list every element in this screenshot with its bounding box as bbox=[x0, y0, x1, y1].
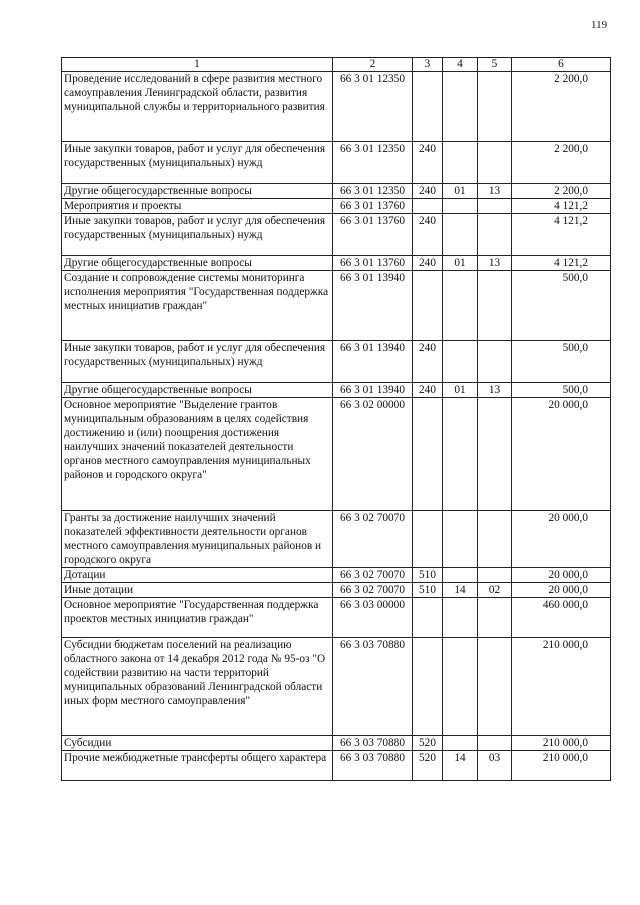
row-subsection bbox=[478, 736, 512, 751]
row-subsection: 13 bbox=[478, 256, 512, 271]
row-amount: 210 000,0 bbox=[512, 638, 611, 736]
row-amount: 20 000,0 bbox=[512, 568, 611, 583]
row-code: 66 3 01 13940 bbox=[333, 271, 413, 341]
row-section bbox=[443, 72, 478, 142]
row-subsection: 02 bbox=[478, 583, 512, 598]
row-subsection bbox=[478, 511, 512, 568]
row-section bbox=[443, 341, 478, 383]
row-type: 240 bbox=[413, 214, 443, 256]
row-section: 01 bbox=[443, 383, 478, 398]
row-type: 510 bbox=[413, 568, 443, 583]
row-code: 66 3 02 70070 bbox=[333, 511, 413, 568]
row-name: Иные закупки товаров, работ и услуг для обеспечения государственных (муниципальных) нужд bbox=[62, 214, 333, 256]
row-code: 66 3 03 70880 bbox=[333, 638, 413, 736]
table-row bbox=[62, 271, 611, 341]
row-name: Иные закупки товаров, работ и услуг для обеспечения государственных (муниципальных) нужд bbox=[62, 142, 333, 184]
row-section bbox=[443, 736, 478, 751]
row-code: 66 3 03 70880 bbox=[333, 736, 413, 751]
row-type: 510 bbox=[413, 583, 443, 598]
row-subsection bbox=[478, 638, 512, 736]
row-name: Иные закупки товаров, работ и услуг для обеспечения государственных (муниципальных) нужд bbox=[62, 341, 333, 383]
table-row bbox=[62, 583, 611, 598]
page-number: 119 bbox=[591, 19, 608, 31]
row-section bbox=[443, 568, 478, 583]
row-code: 66 3 01 13940 bbox=[333, 341, 413, 383]
table-row bbox=[62, 256, 611, 271]
row-amount: 210 000,0 bbox=[512, 736, 611, 751]
row-amount: 2 200,0 bbox=[512, 184, 611, 199]
row-type bbox=[413, 638, 443, 736]
row-code: 66 3 01 13760 bbox=[333, 214, 413, 256]
row-code: 66 3 02 70070 bbox=[333, 568, 413, 583]
table-row bbox=[62, 383, 611, 398]
row-name: Основное мероприятие "Выделение грантов муниципальным образованиям в целях содействия достижению и (или) поощрения достижения наилучших значений показателей деятельности органов местного самоуправления муниципальных районов и городского округа" bbox=[62, 398, 333, 511]
row-name: Субсидии бюджетам поселений на реализацию областного закона от 14 декабря 2012 года № 95-оз "О содействии развитию на части территорий муниципальных образований Ленинградской области иных форм местного самоуправления" bbox=[62, 638, 333, 736]
table-row bbox=[62, 751, 611, 781]
column-header: 1 bbox=[62, 58, 333, 72]
row-amount: 500,0 bbox=[512, 383, 611, 398]
row-name: Создание и сопровождение системы мониторинга исполнения мероприятия "Государственная поддержка местных инициатив граждан" bbox=[62, 271, 333, 341]
header-row bbox=[62, 58, 611, 72]
row-subsection bbox=[478, 341, 512, 383]
row-name: Другие общегосударственные вопросы bbox=[62, 383, 333, 398]
row-name: Проведение исследований в сфере развития местного самоуправления Ленинградской области, развития муниципальной службы и территориального развития bbox=[62, 72, 333, 142]
row-subsection bbox=[478, 598, 512, 638]
row-section: 14 bbox=[443, 751, 478, 781]
table-row bbox=[62, 511, 611, 568]
row-amount: 2 200,0 bbox=[512, 72, 611, 142]
row-code: 66 3 02 70070 bbox=[333, 583, 413, 598]
table-row bbox=[62, 568, 611, 583]
table-row bbox=[62, 398, 611, 511]
budget-table bbox=[61, 57, 611, 781]
row-amount: 4 121,2 bbox=[512, 214, 611, 256]
row-section bbox=[443, 271, 478, 341]
row-subsection: 13 bbox=[478, 383, 512, 398]
row-subsection bbox=[478, 214, 512, 256]
row-type: 520 bbox=[413, 751, 443, 781]
table-row bbox=[62, 72, 611, 142]
row-amount: 500,0 bbox=[512, 341, 611, 383]
table-row bbox=[62, 598, 611, 638]
table-row bbox=[62, 184, 611, 199]
row-subsection bbox=[478, 398, 512, 511]
row-name: Другие общегосударственные вопросы bbox=[62, 184, 333, 199]
row-section: 01 bbox=[443, 184, 478, 199]
row-name: Мероприятия и проекты bbox=[62, 199, 333, 214]
row-subsection bbox=[478, 568, 512, 583]
row-section: 14 bbox=[443, 583, 478, 598]
table-row bbox=[62, 341, 611, 383]
row-amount: 4 121,2 bbox=[512, 199, 611, 214]
table-row bbox=[62, 214, 611, 256]
column-header: 4 bbox=[443, 58, 478, 72]
row-code: 66 3 01 13760 bbox=[333, 199, 413, 214]
row-name: Иные дотации bbox=[62, 583, 333, 598]
row-amount: 460 000,0 bbox=[512, 598, 611, 638]
row-amount: 20 000,0 bbox=[512, 511, 611, 568]
row-subsection bbox=[478, 199, 512, 214]
row-code: 66 3 01 12350 bbox=[333, 142, 413, 184]
row-type bbox=[413, 199, 443, 214]
row-section bbox=[443, 214, 478, 256]
row-amount: 20 000,0 bbox=[512, 398, 611, 511]
row-section bbox=[443, 638, 478, 736]
row-type bbox=[413, 271, 443, 341]
row-type: 240 bbox=[413, 256, 443, 271]
row-amount: 210 000,0 bbox=[512, 751, 611, 781]
row-code: 66 3 03 00000 bbox=[333, 598, 413, 638]
row-name: Прочие межбюджетные трансферты общего характера bbox=[62, 751, 333, 781]
row-code: 66 3 01 13940 bbox=[333, 383, 413, 398]
column-header: 3 bbox=[413, 58, 443, 72]
row-amount: 500,0 bbox=[512, 271, 611, 341]
row-subsection bbox=[478, 72, 512, 142]
row-subsection: 03 bbox=[478, 751, 512, 781]
row-type bbox=[413, 72, 443, 142]
row-amount: 20 000,0 bbox=[512, 583, 611, 598]
row-name: Гранты за достижение наилучших значений показателей эффективности деятельности органов местного самоуправления муниципальных районов и городского округа bbox=[62, 511, 333, 568]
row-type bbox=[413, 511, 443, 568]
row-type: 240 bbox=[413, 383, 443, 398]
row-section bbox=[443, 398, 478, 511]
column-header: 2 bbox=[333, 58, 413, 72]
row-type: 240 bbox=[413, 184, 443, 199]
row-code: 66 3 01 13760 bbox=[333, 256, 413, 271]
table-row bbox=[62, 199, 611, 214]
row-type: 240 bbox=[413, 142, 443, 184]
table-row bbox=[62, 638, 611, 736]
row-name: Другие общегосударственные вопросы bbox=[62, 256, 333, 271]
row-name: Дотации bbox=[62, 568, 333, 583]
row-subsection: 13 bbox=[478, 184, 512, 199]
row-section bbox=[443, 598, 478, 638]
row-subsection bbox=[478, 271, 512, 341]
row-type bbox=[413, 598, 443, 638]
row-name: Субсидии bbox=[62, 736, 333, 751]
row-code: 66 3 01 12350 bbox=[333, 184, 413, 199]
row-code: 66 3 02 00000 bbox=[333, 398, 413, 511]
row-section bbox=[443, 199, 478, 214]
row-section bbox=[443, 142, 478, 184]
row-type: 520 bbox=[413, 736, 443, 751]
column-header: 6 bbox=[512, 58, 611, 72]
row-subsection bbox=[478, 142, 512, 184]
row-type bbox=[413, 398, 443, 511]
row-section bbox=[443, 511, 478, 568]
row-amount: 4 121,2 bbox=[512, 256, 611, 271]
row-section: 01 bbox=[443, 256, 478, 271]
row-type: 240 bbox=[413, 341, 443, 383]
column-header: 5 bbox=[478, 58, 512, 72]
table-row bbox=[62, 736, 611, 751]
table-row bbox=[62, 142, 611, 184]
row-name: Основное мероприятие "Государственная поддержка проектов местных инициатив граждан" bbox=[62, 598, 333, 638]
row-code: 66 3 03 70880 bbox=[333, 751, 413, 781]
row-code: 66 3 01 12350 bbox=[333, 72, 413, 142]
row-amount: 2 200,0 bbox=[512, 142, 611, 184]
